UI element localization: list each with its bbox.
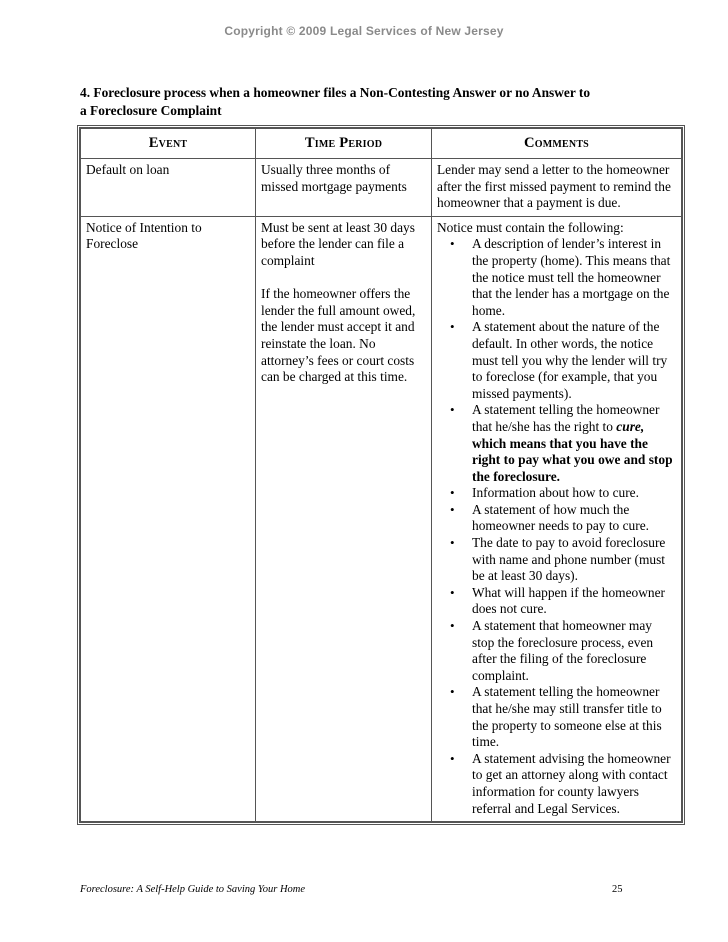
time-period-text: Usually three months of missed mortgage payments <box>261 162 407 194</box>
time-period-text: If the homeowner offers the lender the full amount owed, the lender must accept it and reinstate the loan. No attorney’s fees or court costs can be charged at this time. <box>261 286 416 385</box>
event-cell: Default on loan <box>81 159 256 217</box>
comments-cell: Lender may send a letter to the homeowner after the first missed payment to remind the homeowner that a payment is due. <box>432 159 682 217</box>
cure-explanation: which means that you have the right to pay what you owe and stop the foreclosure. <box>472 435 673 484</box>
list-item: • A statement telling the homeowner that he/she may still transfer title to the property to someone else at this time. <box>472 684 677 750</box>
list-item: • A description of lender’s interest in the property (home). This means that the notice must tell the homeowner that the lender has a mortgage on the home. <box>472 236 677 319</box>
column-header-comments: Comments <box>432 129 682 159</box>
list-item: • The date to pay to avoid foreclosure with name and phone number (must be at least 30 days). <box>472 535 677 585</box>
list-item: • Information about how to cure. <box>472 485 677 502</box>
list-item: • A statement about the nature of the default. In other words, the notice must tell you why the lender will try to foreclose (for example, that you missed payments). <box>472 319 677 402</box>
list-item-right-to-cure <box>472 402 677 485</box>
time-period-cell <box>256 159 432 217</box>
time-period-cell <box>256 216 432 821</box>
column-header-time-period: Time Period <box>256 129 432 159</box>
table-row <box>81 216 682 821</box>
table-header-row <box>81 129 682 159</box>
column-header-event: Event <box>81 129 256 159</box>
cure-word: cure, <box>616 418 645 434</box>
section-heading-line-1: 4. Foreclosure process when a homeowner files a Non-Contesting Answer or no Answer to <box>80 85 591 100</box>
list-item: • What will happen if the homeowner does not cure. <box>472 585 677 618</box>
list-item: • A statement advising the homeowner to get an attorney along with contact information for county lawyers referral and Legal Services. <box>472 751 677 817</box>
section-heading <box>80 84 680 120</box>
footer-page-number: 25 <box>612 884 623 895</box>
comments-intro: Notice must contain the following: <box>437 219 624 235</box>
section-heading-line-2: a Foreclosure Complaint <box>80 103 222 118</box>
notice-requirements-list <box>437 236 677 817</box>
time-period-text: Must be sent at least 30 days before the lender can file a complaint <box>261 219 415 268</box>
footer-guide-title: Foreclosure: A Self-Help Guide to Saving Your Home <box>80 884 306 895</box>
copyright-header: Copyright © 2009 Legal Services of New Jersey <box>224 24 504 38</box>
list-item: • A statement that homeowner may stop the foreclosure process, even after the filing of the foreclosure complaint. <box>472 618 677 684</box>
cure-item-prefix: A statement telling the homeowner that he/she has the right to <box>472 402 660 434</box>
comments-cell <box>432 216 682 821</box>
event-cell: Notice of Intention to Foreclose <box>81 216 256 821</box>
list-item: • A statement of how much the homeowner needs to pay to cure. <box>472 502 677 535</box>
foreclosure-process-table <box>77 125 685 825</box>
table-row <box>81 159 682 217</box>
